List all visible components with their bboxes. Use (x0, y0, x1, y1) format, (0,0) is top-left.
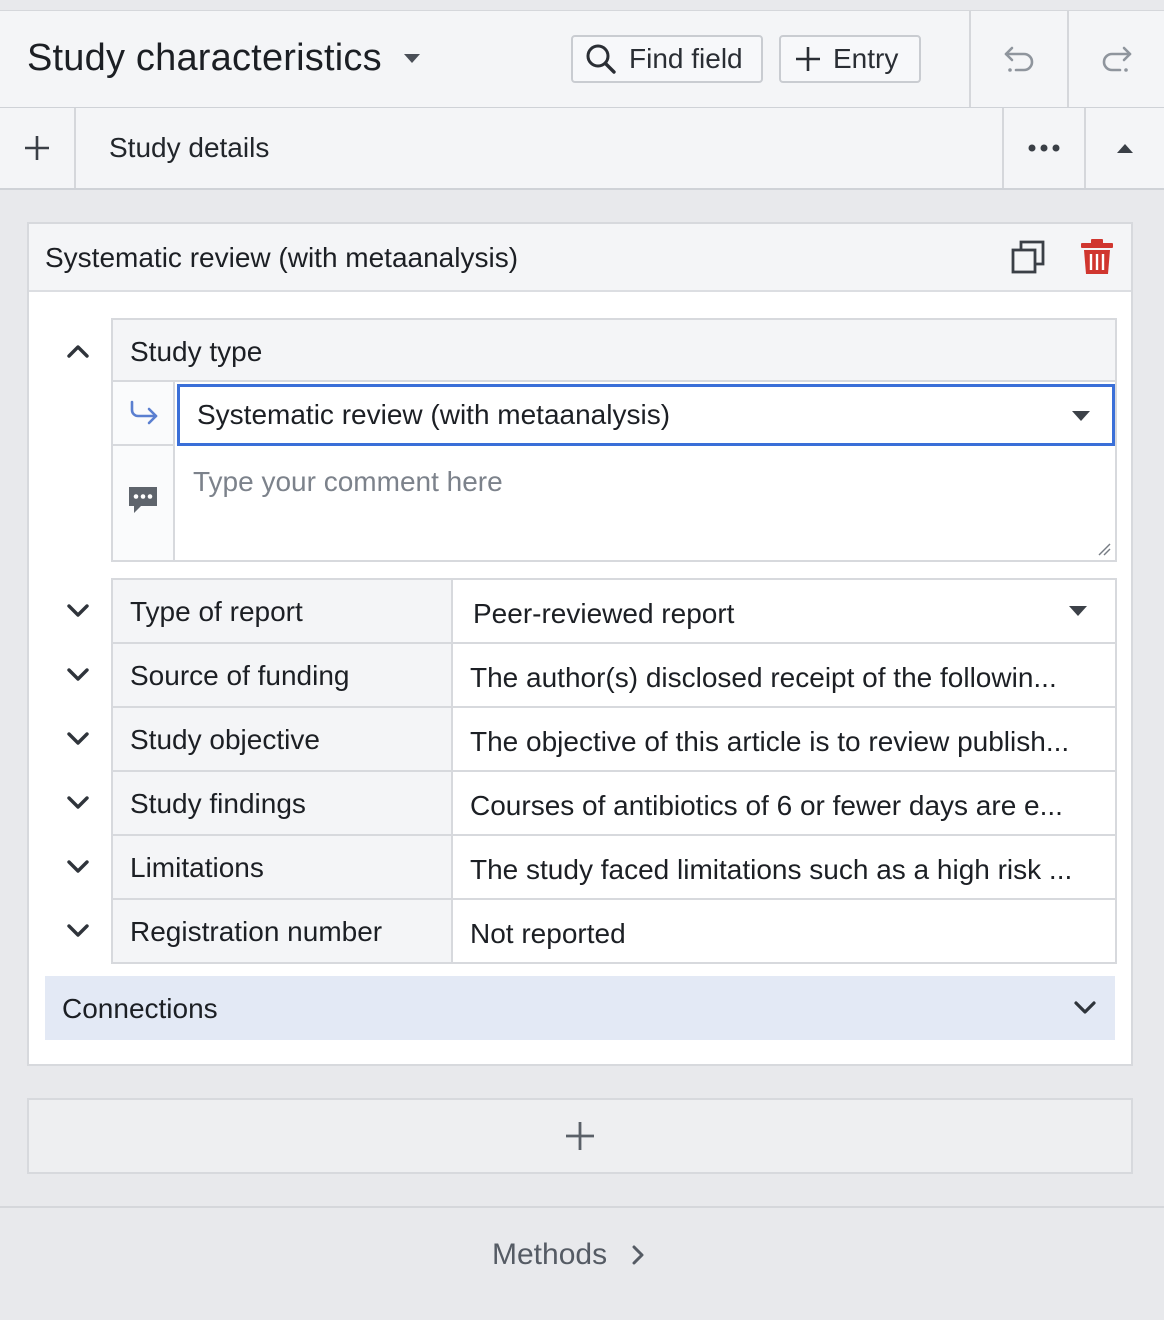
field-label: Type of report (130, 596, 303, 627)
limitations-value[interactable] (453, 836, 1115, 898)
chevron-down-icon (1069, 992, 1101, 1024)
section-bar (0, 108, 1164, 190)
study-type-field (111, 318, 1117, 562)
field-value: The author(s) disclosed receipt of the followin... (470, 662, 1057, 693)
study-type-gutter (113, 382, 175, 560)
page-title: Study characteristics (27, 37, 382, 79)
resize-handle-icon[interactable] (1097, 542, 1111, 556)
entry-card (27, 222, 1133, 1066)
next-section-label: Methods (492, 1238, 608, 1271)
field-label-cell (113, 900, 453, 962)
redo-button[interactable] (1069, 11, 1164, 107)
comment-icon (127, 484, 159, 516)
chevron-down-icon (67, 732, 89, 746)
footer-nav (0, 1206, 1164, 1320)
field-label-cell (113, 708, 453, 770)
study-type-value: Systematic review (with metaanalysis) (197, 399, 671, 430)
field-value: The study faced limitations such as a high risk ... (470, 854, 1073, 885)
study-findings-value[interactable] (453, 772, 1115, 834)
study-type-select[interactable] (177, 384, 1115, 446)
study-type-label: Study type (130, 336, 263, 367)
top-toolbar (0, 10, 1164, 108)
add-entry-label: Entry (833, 43, 899, 74)
form-selector[interactable] (27, 37, 420, 80)
table-row (113, 580, 1115, 644)
caret-down-icon (1072, 411, 1090, 421)
field-label: Limitations (130, 852, 264, 883)
field-value: The objective of this article is to review publish... (470, 726, 1070, 757)
add-entry-row-button[interactable] (27, 1098, 1133, 1174)
field-label: Registration number (130, 916, 383, 947)
table-row (113, 900, 1115, 962)
table-row (113, 836, 1115, 900)
study-type-header (113, 320, 1115, 382)
source-of-funding-value[interactable] (453, 644, 1115, 706)
comment-input[interactable] (177, 448, 1115, 560)
field-value: Not reported (470, 918, 626, 949)
undo-icon (1002, 44, 1036, 74)
more-horizontal-icon (1027, 143, 1061, 153)
collapse-study-type-button[interactable] (61, 334, 95, 368)
add-section-button[interactable] (0, 108, 76, 188)
field-label-cell (113, 580, 453, 642)
section-title: Study details (109, 132, 270, 163)
field-label-cell (113, 836, 453, 898)
field-value: Courses of antibiotics of 6 or fewer days are e... (470, 790, 1063, 821)
connections-toggle[interactable] (45, 976, 1115, 1040)
field-label: Study findings (130, 788, 306, 819)
add-entry-button[interactable] (779, 35, 921, 83)
find-field-label: Find field (629, 43, 743, 74)
table-row (113, 644, 1115, 708)
connections-label: Connections (62, 993, 218, 1024)
field-label: Source of funding (130, 660, 350, 691)
duplicate-icon[interactable] (1011, 240, 1047, 276)
chevron-down-icon (67, 668, 89, 682)
plus-icon (795, 46, 821, 72)
entry-card-header (29, 224, 1131, 292)
type-of-report-select[interactable] (453, 580, 1115, 642)
chevron-right-icon (631, 1244, 645, 1266)
expand-limitations-button[interactable] (61, 850, 95, 884)
table-row (113, 772, 1115, 836)
undo-button[interactable] (971, 11, 1067, 107)
expand-registration-number-button[interactable] (61, 914, 95, 948)
expand-source-of-funding-button[interactable] (61, 658, 95, 692)
chevron-down-icon (67, 604, 89, 618)
field-label-cell (113, 772, 453, 834)
table-row (113, 708, 1115, 772)
plus-icon (24, 135, 50, 161)
section-more-button[interactable] (1002, 108, 1084, 188)
study-objective-value[interactable] (453, 708, 1115, 770)
divider (113, 444, 173, 446)
chevron-down-icon (67, 796, 89, 810)
entry-title: Systematic review (with metaanalysis) (45, 242, 519, 273)
field-label-cell (113, 644, 453, 706)
caret-down-icon (1069, 606, 1087, 616)
caret-up-icon (1116, 142, 1134, 154)
expand-study-objective-button[interactable] (61, 722, 95, 756)
redo-icon (1100, 44, 1134, 74)
expand-type-of-report-button[interactable] (61, 594, 95, 628)
expand-study-findings-button[interactable] (61, 786, 95, 820)
field-label: Study objective (130, 724, 320, 755)
chevron-up-icon (67, 344, 89, 358)
subdirectory-arrow-icon (129, 400, 159, 426)
chevron-down-icon (67, 924, 89, 938)
section-collapse-button[interactable] (1084, 108, 1164, 188)
next-section-link[interactable] (492, 1238, 645, 1272)
field-value: Peer-reviewed report (473, 598, 735, 629)
fields-table (111, 578, 1117, 964)
trash-icon[interactable] (1079, 238, 1115, 276)
chevron-down-icon (67, 860, 89, 874)
caret-down-icon (404, 54, 420, 63)
plus-icon (565, 1121, 595, 1151)
search-icon (585, 43, 617, 75)
find-field-button[interactable] (571, 35, 763, 83)
registration-number-value[interactable] (453, 900, 1115, 962)
